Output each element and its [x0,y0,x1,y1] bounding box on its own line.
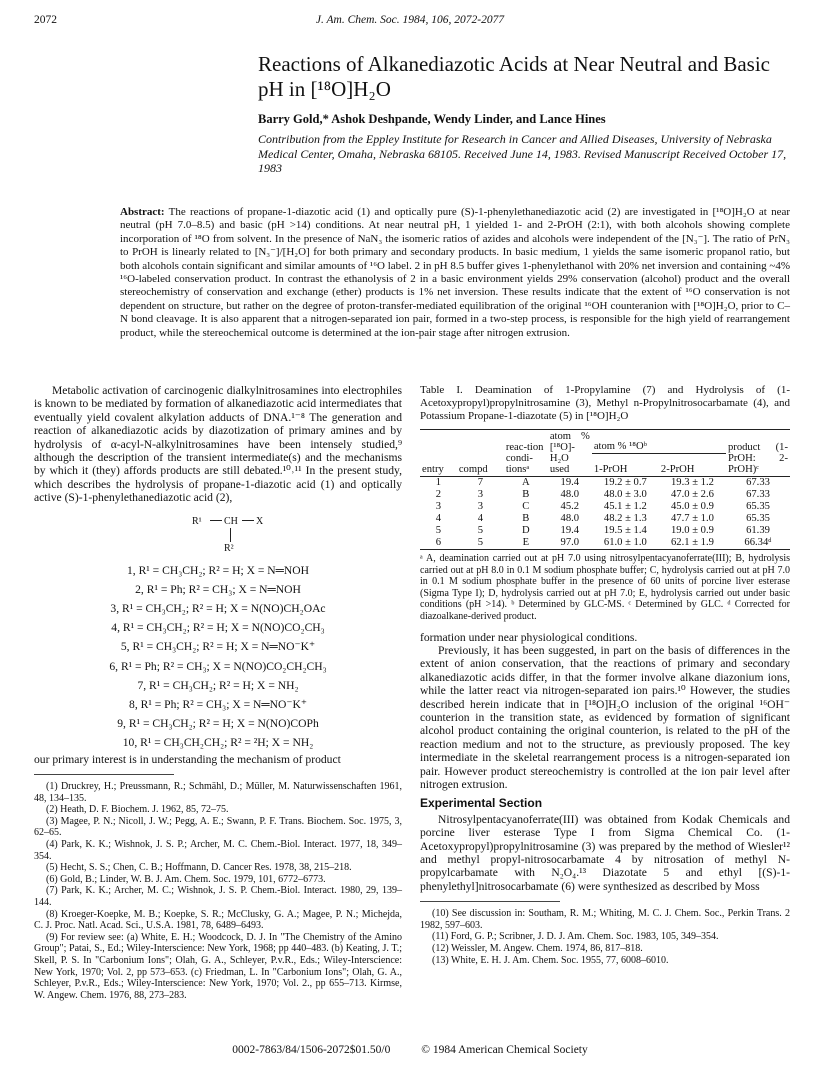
cell-used: 48.0 [560,489,580,500]
table-row [420,501,790,513]
cell-ratio: 65.35 [746,501,770,512]
col-header-atom-group: atom % ¹⁸Oᵇ [592,430,726,454]
structure-x: X [256,515,264,527]
article-title: Reactions of Alkanediazotic Acids at Near Neutral and Basic pH in [¹⁸O]H₂O [258,52,770,101]
data-table [420,429,790,550]
right-column [420,384,790,966]
reference-item: (12) Weissler, M. Angew. Chem. 1974, 86, 817–818. [432,943,643,955]
table-caption: Table I. Deamination of 1-Propylamine (7) and Hydrolysis of (1-Acetoxypropyl)propylnitrosamine (3), Methyl n-Propylnitrosocarbamate (4), and Potassium Propane-1-diazotate (5) in [¹⁸O]H₂O [420,384,790,422]
abstract [120,206,790,340]
cell-entry: 3 [435,501,442,512]
cell-1-proh: 45.1 ± 1.2 [603,501,647,512]
intro-paragraph: Metabolic activation of carcinogenic dialkylnitrosamines into electrophiles is known to be mediated by formation of alkanediazotic acid intermediates that eventually yield covalent alkylation adducts of DNA.¹⁻⁸ The generation and reaction of alkanediazotic acids by diazotization of primary amines and by hydrolysis of α-acyl-N-alkylnitrosamines have been intensely studied,⁹ although the description of the transient intermediate(s) and the mechanisms by which it (they) affords products are still debated.¹⁰˒¹¹ In the present study, which describes the hydrolysis of propane-1-diazotic acid (1) and optically active (S)-1-phenylethanediazotic acid (2), [34,384,402,505]
col-header-2-proh: 2-PrOH [660,464,695,475]
cell-2-proh: 62.1 ± 1.9 [671,537,714,548]
cell-used: 19.4 [560,525,580,536]
compound-item: 2, R¹ = Ph; R² = CH₃; X = N═NOH [135,582,301,596]
col-header-product: product (1-PrOH: 2-PrOH)ᶜ [728,442,788,475]
col-header-entry: entry [422,464,444,475]
compound-item: 9, R¹ = CH₃CH₂; R² = H; X = N(NO)COPh [117,717,319,731]
compound-item: 7, R¹ = CH₃CH₂; R² = H; X = NH₂ [137,678,299,692]
compound-item: 4, R¹ = CH₃CH₂; R² = H; X = N(NO)CO₂CH₃ [111,621,325,635]
bond-line [242,520,254,521]
abstract-label: Abstract: [120,206,165,218]
general-structure [34,511,402,555]
compound-list [34,561,402,753]
cell-cond: B [522,489,530,500]
bond-line [230,528,231,542]
cell-2-proh: 19.0 ± 0.9 [671,525,714,536]
cell-cond: B [522,513,530,524]
compound-item: 8, R¹ = Ph; R² = CH₃; X = N═NO⁻K⁺ [129,698,307,712]
section-heading: Experimental Section [420,796,543,811]
body-paragraph: Previously, it has been suggested, in part on the basis of differences in the extent of anion conservation, that the reactions of primary and secondary alkanediazotic acids differ, in that the former involve alkane diazonium ions, while the latter react via nitrogen-separated ion pairs.¹⁰ However, the studies described herein indicate that in [¹⁸O]H₂O inclusion of the original ¹⁶OH⁻ counterion in the transition state, as evidenced by formation of significant alcohol product containing the original counterion, is related to the pH of the reaction medium and not to the structure, as previously proposed. The key intermediate in the skeletal rearrangement process is a nitrogen-separated ion pair. However product stereochemistry is controlled at the ion pair level after nitrogen extrusion. [420,643,790,792]
page-footer [0,1044,820,1056]
cell-1-proh: 48.2 ± 1.3 [603,513,647,524]
reference-item: (9) For review see: (a) White, E. H.; Woodcock, D. J. In "The Chemistry of the Amino Group"; Patai, S., Ed.; Wiley-Interscience: New York, 1968; pp 440–483. (b) Keating, J. T.; Skell, P. S. In "Carbonium Ions"; Olah, G. A., Schleyer, P.v.R., Eds.; Wiley-Interscience: New York, 1970; Vol. 2, pp 573–653. (c) Friedman, L. In "Carbonium Ions"; Olah, G. A., Schleyer, P.v.R., Eds.; Wiley-Interscience: New York, 1970; Vol. 2., pp 655–713. Kirmse, W. Angew. Chem. 1976, 88, 273–283. [34,931,402,1001]
reference-item: (6) Gold, B.; Linder, W. B. J. Am. Chem. Soc. 1979, 101, 6772–6773. [46,873,326,885]
left-references [34,774,402,1001]
cell-2-proh: 47.7 ± 1.0 [671,513,714,524]
affiliation: Contribution from the Eppley Institute for Research in Cancer and Allied Diseases, University of Nebraska Medical Center, Omaha, Nebraska 68105. Received June 14, 1983. Revised Manuscript Received October 17, 1983 [258,132,787,175]
table-row [420,525,790,537]
cell-2-proh: 45.0 ± 0.9 [671,501,714,512]
structure-r1: R¹ [192,515,202,527]
footer-copyright: © 1984 American Chemical Society [421,1044,588,1056]
cell-ratio: 67.33 [746,477,770,488]
reference-item: (3) Magee, P. N.; Nicoll, J. W.; Pegg, A. E.; Swann, P. F. Trans. Biochem. Soc. 1975, 3, 62–65. [34,815,402,839]
cell-1-proh: 48.0 ± 3.0 [603,489,647,500]
compound-item: 5, R¹ = CH₃CH₂; R² = H; X = N═NO⁻K⁺ [120,640,316,654]
col-header-1-proh: 1-PrOH [593,464,628,475]
table-footnotes: ᵃ A, deamination carried out at pH 7.0 using nitrosylpentacyanoferrate(III); B, hydrolysis carried out at pH 8.0 in 0.1 M sodium phosphate buffer; C, hydrolysis carried out at pH 7.0 in 0.1 M sodium phosphate buffer in the presence of 60 units of porcine liver esterase (Sigma Type I); D, hydrolysis carried out at pH 7.0; E, hydrolysis carried out under basic conditions (pH >14). ᵇ Determined by GLC-MS. ᶜ Determined by GLC. ᵈ Corrected for diazoalkane-derived product. [420,553,790,622]
journal-citation: J. Am. Chem. Soc. 1984, 106, 2072-2077 [315,14,505,26]
reference-item: (7) Park, K. K.; Archer, M. C.; Wishnok, J. S. P. Chem.-Biol. Interact. 1980, 29, 139–144. [34,885,402,909]
cell-cond: D [522,525,530,536]
cell-1-proh: 19.5 ± 1.4 [603,525,647,536]
compound-item: 10, R¹ = CH₃CH₂CH₂; R² = ²H; X = NH₂ [122,736,314,750]
cell-entry: 5 [435,525,442,536]
cell-used: 48.0 [560,513,580,524]
reference-item: (13) White, E. H. J. Am. Chem. Soc. 1955, 77, 6008–6010. [432,954,669,966]
cell-ratio: 67.33 [746,489,770,500]
cell-1-proh: 61.0 ± 1.0 [603,537,647,548]
body-paragraph: Nitrosylpentacyanoferrate(III) was obtained from Kodak Chemicals and porcine liver esterase Type I from Sigma Chemical Co. (1-Acetoxypropyl)propylnitrosamine (3) was prepared by the method of Wiesler¹² and methyl propyl-nitrosocarbamate 4 by nitrosation of methyl N-propylcarbamate with N₂O₄.¹³ Diazotate 5 and ethyl [(S)-1-phenylethyl]nitrosocarbamate (6) were synthesized as described by Moss [420,812,790,893]
cell-2-proh: 19.3 ± 1.2 [671,477,714,488]
compound-item: 3, R¹ = CH₃CH₂; R² = H; X = N(NO)CH₂OAc [110,602,326,616]
author-list: Barry Gold,* Ashok Deshpande, Wendy Linder, and Lance Hines [258,112,606,126]
cell-compd: 3 [477,501,483,512]
cell-ratio: 61.39 [746,525,770,536]
reference-item: (8) Kroeger-Koepke, M. B.; Koepke, S. R.; McClusky, G. A.; Magee, P. N.; Michejda, C. J. Proc. Natl. Acad. Sci., U.S.A. 1981, 78, 6489–6493. [34,908,402,932]
table-row [420,537,790,550]
reference-item: (1) Druckrey, H.; Preussmann, R.; Schmähl, D.; Müller, M. Naturwissenschaften 1961, 48, 134–135. [34,781,402,804]
col-header-compd: compd [458,464,488,475]
cell-compd: 5 [477,537,483,548]
left-column [34,384,402,1001]
cell-1-proh: 19.2 ± 0.7 [603,477,647,488]
reference-item: (4) Park, K. K.; Wishnok, J. S. P.; Archer, M. C. Chem.-Biol. Interact. 1977, 18, 349–354. [34,839,402,862]
body-paragraph: formation under near physiological conditions. [420,630,638,644]
compound-item: 1, R¹ = CH₃CH₂; R² = H; X = N═NOH [126,563,309,577]
cell-entry: 6 [435,537,442,548]
cell-used: 19.4 [560,477,580,488]
structure-ch: CH [224,515,238,527]
footer-code: 0002-7863/84/1506-2072$01.50/0 [232,1044,391,1056]
page-number: 2072 [34,14,57,26]
cell-cond: C [522,501,530,512]
cell-ratio: 65.35 [746,513,770,524]
table-row [420,477,790,490]
reference-item: (2) Heath, D. F. Biochem. J. 1962, 85, 72–75. [46,804,229,816]
bond-line [210,520,222,521]
right-references [420,901,790,966]
cell-cond: E [522,537,530,548]
compound-item: 6, R¹ = Ph; R² = CH₃; X = N(NO)CO₂CH₂CH₃ [109,659,327,673]
reference-item: (11) Ford, G. P.; Scribner, J. D. J. Am. Chem. Soc. 1983, 105, 349–354. [432,931,719,943]
reference-item: (10) See discussion in: Southam, R. M.; Whiting, M. C. J. Chem. Soc., Perkin Trans. 2 1982, 597–603. [420,908,790,931]
cell-compd: 7 [477,477,483,488]
table-row [420,489,790,501]
reference-item: (5) Hecht, S. S.; Chen, C. B.; Hoffmann, D. Cancer Res. 1978, 38, 215–218. [46,862,352,874]
cell-used: 45.2 [560,501,580,512]
continuation-text: our primary interest is in understanding the mechanism of product [34,752,341,766]
cell-compd: 5 [477,525,483,536]
cell-entry: 1 [435,477,442,488]
col-header-atom-used: atom % [¹⁸O]-H₂O used [549,431,590,475]
col-header-conditions: reac-tion condi-tionsᵃ [505,442,544,475]
structure-r2: R² [224,542,234,554]
cell-cond: A [522,477,530,488]
abstract-text: The reactions of propane-1-diazotic acid (1) and optically pure (S)-1-phenylethanediazotic acid (2) are investigated in [¹⁸O]H₂O at near neutral (pH 7.0–8.5) and basic (pH >14) conditions. At near neutral pH, 1 yielded 1- and 2-PrOH (2:1), with both alcohols showing complete incorporation of ¹⁸O from solvent. In the presence of NaN₃ the isomeric ratios of azides and alcohols were independent of the [N₃⁻]. The ratio of PrN₃ to PrOH is linearly related to [N₃⁻]/[H₂O] for both primary and secondary products. In basic medium, 1 yields the same isomeric propanol ratio, but both alcohols contain significant and similar amounts of ¹⁶O label. 2 in pH 8.5 buffer gives 1-phenylethanol with 20% net inversion and containing ~4% ¹⁶O-labeled conservation product. In contrast the ethanolysis of 2 in a basic environment yields 29% conservation (alcohol) product and the overall stereochemistry of conservation and exchange (ether) products is 1% net inversion. These results indicate that the extent of ¹⁶O conservation is not dependent on structure, but rather on the degree of proton-transfer-mediated equilibration of the original ¹⁶OH counteranion with [¹⁸O]H₂O, prior to C–N bond cleavage. It is also apparent that a nitrogen-separated ion pair, formed in a two-step process, is responsible for the high yield of rearrangement product, while the stereochemical outcome is determined at the ion-pair stage after nitrogen extrusion. [120,206,790,339]
table-row [420,513,790,525]
cell-used: 97.0 [560,537,580,548]
cell-entry: 2 [435,489,442,500]
cell-ratio: 66.34ᵈ [744,537,772,548]
cell-2-proh: 47.0 ± 2.6 [671,489,714,500]
cell-entry: 4 [435,513,442,524]
cell-compd: 3 [477,489,483,500]
cell-compd: 4 [477,513,483,524]
